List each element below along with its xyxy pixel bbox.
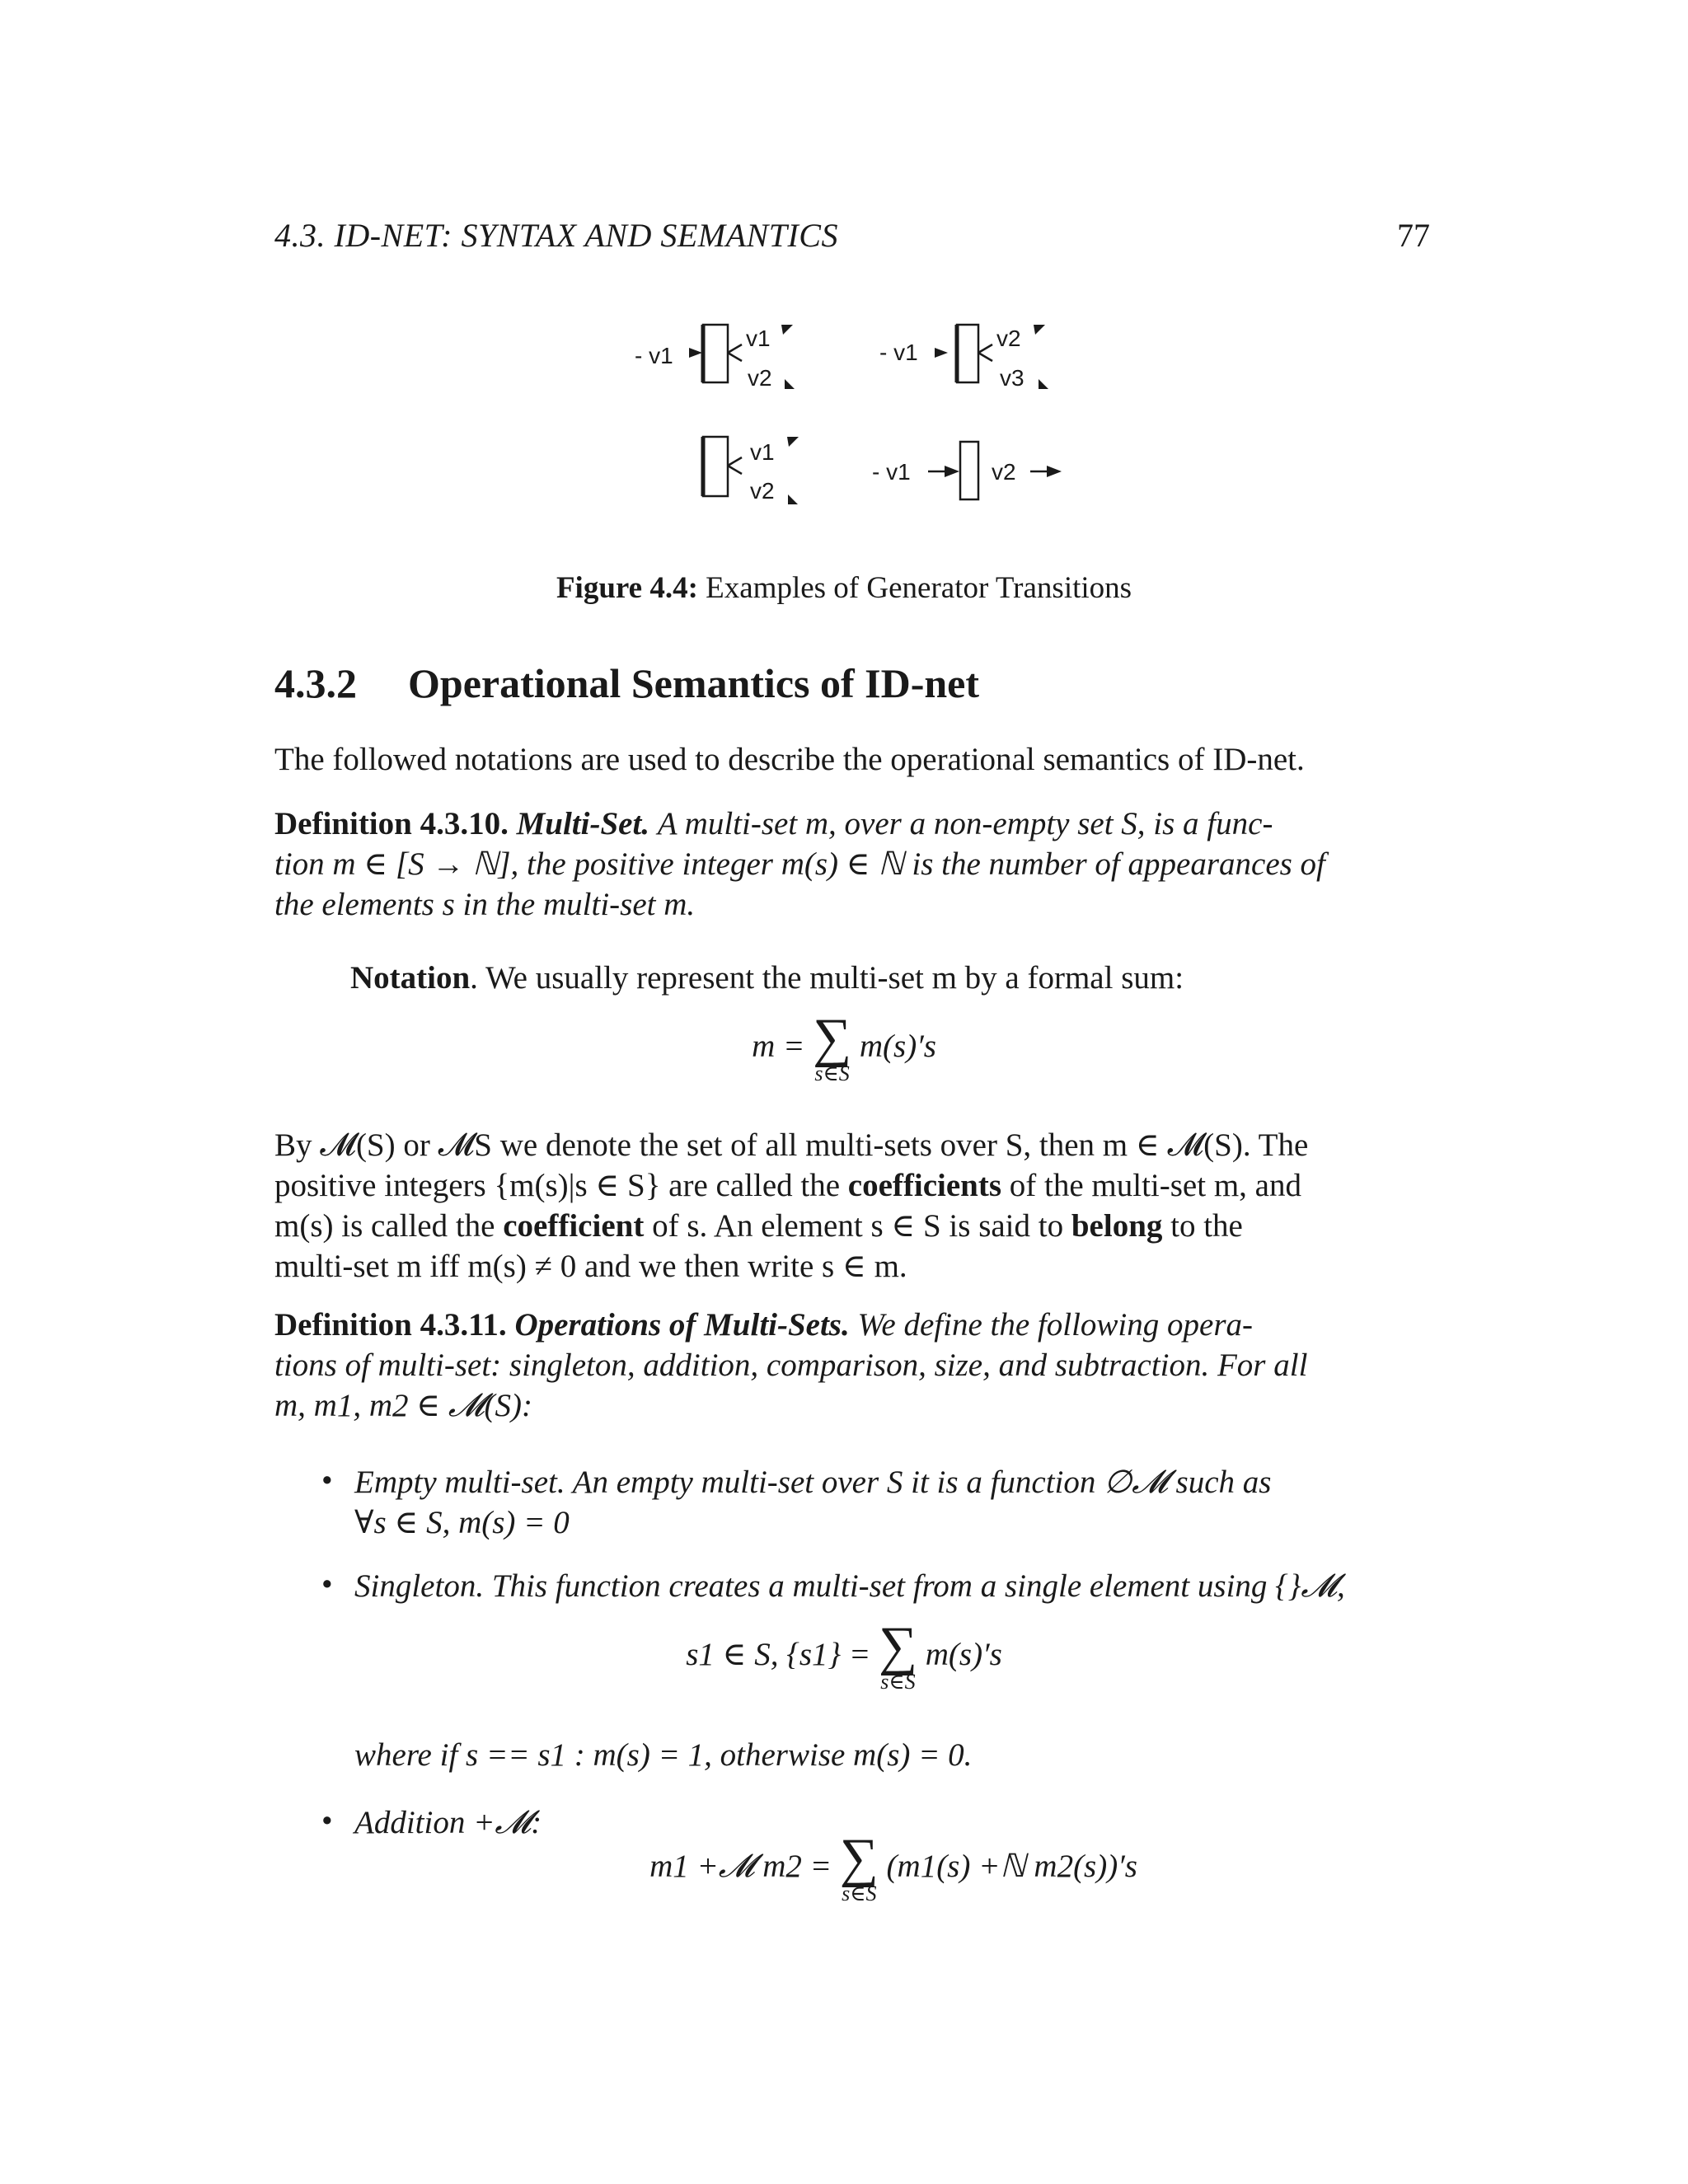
b1-line1: Empty multi-set. An empty multi-set over S it is a function ∅𝓜 such as xyxy=(354,1465,1272,1500)
para2-coefficients: coefficients xyxy=(847,1168,1002,1203)
def2-line3: m, m1, m2 ∈ 𝓜(S): xyxy=(274,1388,533,1423)
definition-operations xyxy=(274,1305,1430,1426)
t1-out-bottom-arrow-icon xyxy=(785,379,795,389)
transition-2 xyxy=(879,325,1048,391)
section-heading xyxy=(274,659,979,707)
figure-generator-transitions xyxy=(0,313,1688,560)
def2-name: Operations of Multi-Sets. xyxy=(514,1307,850,1343)
t3-out-bottom-arrow-icon xyxy=(788,494,798,504)
eq3-rhs: (m1(s) +ℕ m2(s))′s xyxy=(886,1848,1137,1884)
t2-out-bottom-label: v3 xyxy=(1000,365,1025,391)
figure-caption xyxy=(0,570,1688,606)
singleton-equation xyxy=(0,1616,1688,1694)
notation-label: Notation xyxy=(350,960,471,996)
para2-line3e: to the xyxy=(1162,1208,1243,1244)
eq1-lhs: m = xyxy=(752,1028,805,1064)
def2-label: Definition 4.3.11. xyxy=(274,1307,507,1343)
formal-sum-equation xyxy=(0,1008,1688,1085)
t1-out-bottom-label: v2 xyxy=(748,365,772,391)
singleton-condition xyxy=(354,1735,1430,1775)
t1-input-label: - v1 xyxy=(635,343,673,368)
bullet-dot-icon: • xyxy=(321,1567,333,1602)
t1-out-top-label: v1 xyxy=(746,326,771,351)
para2-line2a: positive integers {m(s)|s ∈ S} are called the xyxy=(274,1168,848,1203)
eq2-sub: s∈S xyxy=(880,1670,916,1694)
bullet-empty-multiset xyxy=(354,1462,1430,1543)
section-number: 4.3.2 xyxy=(274,660,357,706)
eq2-sum xyxy=(878,1616,917,1694)
notation-text: . We usually represent the multi-set m by a formal sum: xyxy=(470,960,1184,996)
para2-line2c: of the multi-set m, and xyxy=(1001,1168,1301,1203)
figure-caption-label: Figure 4.4: xyxy=(556,571,698,605)
sigma-icon: ∑ xyxy=(839,1828,879,1888)
bullet-dot-icon: • xyxy=(321,1803,333,1839)
def1-label: Definition 4.3.10. xyxy=(274,806,509,841)
eq3-sub: s∈S xyxy=(842,1882,877,1905)
t3-out-top-label: v1 xyxy=(750,439,775,465)
t3-out-top-arrow-icon xyxy=(787,437,799,447)
t2-out-bottom-arrow-icon xyxy=(1039,379,1048,389)
eq1-sum xyxy=(813,1008,852,1085)
notation-paragraph xyxy=(350,958,1430,998)
section-title: Operational Semantics of ID-net xyxy=(408,660,979,706)
addition-equation xyxy=(49,1828,1688,1905)
definition-multi-set xyxy=(274,804,1430,925)
def2-line2: tions of multi-set: singleton, addition, comparison, size, and subtraction. For all xyxy=(274,1347,1308,1383)
t2-box xyxy=(957,325,978,382)
t1-box xyxy=(703,325,728,382)
def1-line3: the elements s in the multi-set m. xyxy=(274,887,696,922)
eq3-sum xyxy=(839,1828,879,1905)
t2-out-top-arrow-icon xyxy=(1034,325,1045,335)
transition-1 xyxy=(635,325,795,391)
t1-input-arrow-icon xyxy=(689,348,702,358)
def1-line1: A multi-set m, over a non-empty set S, is a func- xyxy=(657,806,1273,841)
figure-caption-text: Examples of Generator Transitions xyxy=(706,571,1132,605)
b3-line1: Addition +𝓜: xyxy=(354,1805,542,1840)
eq1-rhs: m(s)′s xyxy=(859,1028,936,1064)
t4-out-arrow-icon xyxy=(1047,466,1062,477)
t2-input-label: - v1 xyxy=(879,340,918,365)
multiset-paragraph xyxy=(274,1125,1430,1286)
def1-line2: tion m ∈ [S → ℕ], the positive integer m(s) ∈ ℕ is the number of appearances of xyxy=(274,846,1325,882)
t2-out-top-label: v2 xyxy=(996,326,1021,351)
t2-input-arrow-icon xyxy=(935,348,948,358)
para2-coefficient: coefficient xyxy=(503,1208,645,1244)
eq1-sub: s∈S xyxy=(814,1062,850,1085)
t3-box xyxy=(703,437,728,496)
t3-out-bottom-label: v2 xyxy=(750,478,775,504)
def1-name: Multi-Set. xyxy=(516,806,650,841)
def2-line1: We define the following opera- xyxy=(857,1307,1253,1343)
eq2-rhs: m(s)′s xyxy=(925,1636,1002,1672)
t4-input-label: - v1 xyxy=(872,459,911,485)
para2-line1: By 𝓜(S) or 𝓜S we denote the set of all multi-sets over S, then m ∈ 𝓜(S). The xyxy=(274,1127,1309,1163)
sigma-icon: ∑ xyxy=(813,1008,852,1068)
b1-line2: ∀s ∈ S, m(s) = 0 xyxy=(354,1505,570,1540)
running-head: 4.3. ID-NET: SYNTAX AND SEMANTICS xyxy=(274,217,838,254)
intro-paragraph: The followed notations are used to describe the operational semantics of ID-net. xyxy=(274,742,1305,777)
transition-4 xyxy=(872,442,1062,499)
t4-box xyxy=(960,442,978,499)
bullet-singleton xyxy=(354,1566,1442,1606)
sigma-icon: ∑ xyxy=(878,1616,917,1676)
para2-belong: belong xyxy=(1071,1208,1163,1244)
page-number: 77 xyxy=(1397,217,1430,254)
b2-line2: where if s == s1 : m(s) = 1, otherwise m(s) = 0. xyxy=(354,1737,973,1773)
t4-out-label: v2 xyxy=(992,459,1016,485)
figure-diagram xyxy=(0,313,1688,560)
eq3-lhs: m1 +𝓜 m2 = xyxy=(649,1848,832,1884)
para2-line4: multi-set m iff m(s) ≠ 0 and we then write s ∈ m. xyxy=(274,1249,907,1284)
para2-line3a: m(s) is called the xyxy=(274,1208,504,1244)
b2-line1: Singleton. This function creates a multi-set from a single element using {}𝓜, xyxy=(354,1568,1345,1604)
t1-out-top-arrow-icon xyxy=(781,325,793,335)
t4-input-arrow-icon xyxy=(945,466,959,477)
eq2-lhs: s1 ∈ S, {s1} = xyxy=(686,1636,871,1672)
bullet-dot-icon: • xyxy=(321,1463,333,1498)
para2-line3c: of s. An element s ∈ S is said to xyxy=(644,1208,1071,1244)
transition-3 xyxy=(703,437,799,504)
